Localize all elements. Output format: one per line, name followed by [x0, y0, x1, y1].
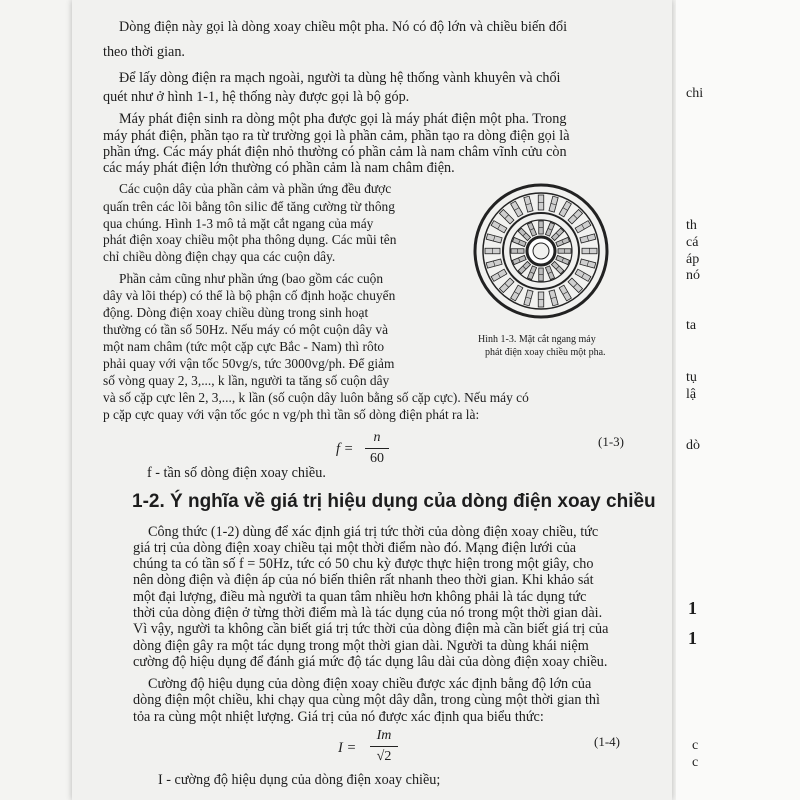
text-line: Các cuộn dây của phần cảm và phần ứng đều được	[119, 181, 392, 196]
generator-cross-section-figure	[470, 180, 612, 322]
next-page-fragment: c	[692, 755, 699, 770]
variable-note: f - tần số dòng điện xoay chiều.	[147, 465, 326, 481]
text-line: Cường độ hiệu dụng của dòng điện xoay chiều được xác định bằng độ lớn của	[148, 676, 592, 692]
variable-note: I - cường độ hiệu dụng của dòng điện xoay chiều;	[158, 772, 441, 788]
text-line: quấn trên các lõi bằng tôn silic để tăng cường từ thông	[103, 199, 395, 214]
next-page-fragment: 1	[688, 598, 697, 618]
equation-number: (1-3)	[598, 434, 624, 449]
book-page	[72, 0, 672, 800]
text-line: số vòng quay 2, 3,..., k lần, người ta tăng số cuộn dây	[103, 373, 390, 388]
text-line: Công thức (1-2) dùng để xác định giá trị tức thời của dòng điện xoay chiều, tức	[148, 524, 599, 540]
fraction-denominator: √2	[376, 749, 392, 764]
next-page-fragment: ta	[686, 318, 697, 333]
next-page-fragment: áp	[686, 252, 700, 267]
text-line: Để lấy dòng điện ra mạch ngoài, người ta dùng hệ thống vành khuyên và chổi	[119, 70, 561, 86]
text-line: Máy phát điện sinh ra dòng một pha được gọi là máy phát điện một pha. Trong	[119, 111, 567, 127]
text-line: động. Dòng điện xoay chiều dùng trong sinh hoạt	[103, 305, 369, 320]
text-line: dòng điện gây ra một tác dụng trong một thời gian dài. Người ta dùng khái niệm	[133, 638, 589, 654]
text-line: phải quay với vận tốc 50vg/s, tức 3000vg/ph. Để giảm	[103, 356, 395, 371]
section-heading: 1-2. Ý nghĩa về giá trị hiệu dụng của dòng điện xoay chiều	[132, 491, 656, 512]
fraction-bar	[365, 448, 389, 449]
next-page-fragment: nó	[686, 268, 700, 283]
text-line: phát điện xoay chiều một pha thông dụng. Các mũi tên	[103, 232, 397, 247]
next-page-fragment: cá	[686, 235, 699, 250]
text-line: theo thời gian.	[103, 44, 185, 60]
next-page-fragment: dò	[686, 438, 700, 453]
text-line: một đại lượng, điều mà người ta quan tâm nhiều hơn không phải là tác dụng tức	[133, 589, 587, 605]
text-line: một nam châm (tức một cặp cực Bắc - Nam) thì rôto	[103, 339, 385, 354]
text-line: Phần cảm cũng như phần ứng (bao gồm các cuộn	[119, 271, 384, 286]
next-page-fragment: tụ	[686, 370, 697, 385]
text-line: dòng điện một chiều, khi chạy qua cùng một dây dẫn, trong cùng một thời gian thì	[133, 692, 600, 708]
text-line: thời của dòng điện ở từng thời điểm mà là tác dụng của nó trong một thời gian dài.	[133, 605, 603, 621]
figure-caption: Hình 1-3. Mặt cắt ngang máy	[478, 334, 596, 345]
figure-caption: phát điện xoay chiều một pha.	[485, 347, 606, 358]
fraction-numerator: n	[373, 430, 381, 445]
text-line: máy phát điện, phần tạo ra từ trường gọi là phần cảm, phần tạo ra dòng điện gọi là	[103, 128, 570, 144]
text-line: và số cặp cực lên 2, 3,..., k lần (số cuộn dây luôn bằng số cặp cực). Nếu máy có	[103, 390, 529, 405]
text-line: chỉ chiều dòng điện chạy qua các cuộn dây.	[103, 249, 336, 264]
text-line: quét như ở hình 1-1, hệ thống này được gọi là bộ góp.	[103, 89, 410, 105]
text-line: cường độ hiệu dụng để đánh giá mức độ tác dụng lâu dài của dòng điện xoay chiều.	[133, 654, 608, 670]
text-line: các máy phát điện lớn thường có phần cảm là nam châm điện.	[103, 160, 455, 176]
text-line: tỏa ra cùng một nhiệt lượng. Giá trị của nó được xác định qua biểu thức:	[133, 709, 544, 725]
equation-lhs: f =	[336, 441, 354, 457]
text-line: nên dòng điện và điện áp của nó biến thiên rất nhanh theo thời gian. Khi khảo sát	[133, 572, 594, 588]
text-line: p cặp cực quay với vận tốc góc n vg/ph thì tần số dòng điện phát ra là:	[103, 407, 480, 422]
next-page-fragment: 1	[688, 628, 697, 648]
text-line: dây và lõi thép) có thể là bộ phận cố định hoặc chuyển	[103, 288, 396, 303]
fraction-denominator: 60	[370, 451, 384, 466]
text-line: chúng ta có tần số f = 50Hz, tức có 50 chu kỳ được thực hiện trong một giây, cho	[133, 556, 594, 572]
text-line: Dòng điện này gọi là dòng xoay chiều một pha. Nó có độ lớn và chiều biến đổi	[119, 19, 568, 35]
text-line: phần ứng. Các máy phát điện nhỏ thường có phần cảm là nam châm vĩnh cửu còn	[103, 144, 567, 160]
next-page-fragment: c	[692, 738, 699, 753]
text-line: Vì vậy, người ta không cần biết giá trị tức thời của dòng điện mà cần biết giá trị của	[133, 621, 609, 637]
text-line: thường có tần số 50Hz. Nếu máy có một cuộn dây và	[103, 322, 389, 337]
equation-fraction	[365, 430, 389, 467]
text-line: qua chúng. Hình 1-3 mô tả mặt cắt ngang của máy	[103, 216, 374, 231]
text-line: giá trị của dòng điện xoay chiều tại một thời điểm nào đó. Mạng điện lưới của	[133, 540, 577, 556]
next-page-fragment: chi	[686, 86, 704, 101]
equation-lhs: I =	[338, 740, 357, 756]
equation-number: (1-4)	[594, 734, 620, 749]
next-page-edge	[676, 0, 800, 800]
equation-fraction	[370, 728, 398, 765]
next-page-fragment: lậ	[686, 387, 697, 402]
next-page-fragment: th	[686, 218, 697, 233]
fraction-numerator: Im	[376, 728, 392, 743]
fraction-bar	[370, 746, 398, 747]
